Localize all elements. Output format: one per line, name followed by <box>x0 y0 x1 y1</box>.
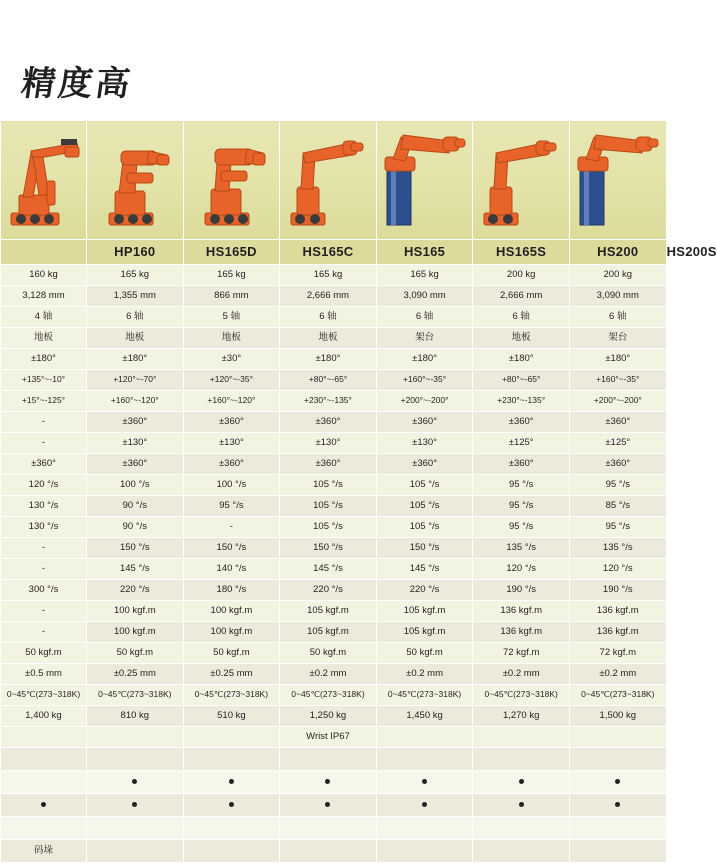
cell: 165 kg <box>376 265 473 286</box>
cell: 130 °/s <box>1 496 87 517</box>
cell <box>87 840 184 863</box>
table-row <box>1 517 667 538</box>
cell: 190 °/s <box>473 580 570 601</box>
cell: +120°~-35° <box>183 370 280 391</box>
cell: 地板 <box>87 328 184 349</box>
page-title: 精度高 <box>18 64 136 104</box>
cell: 6 轴 <box>87 307 184 328</box>
cell: - <box>1 559 87 580</box>
cell: 50 kgf.m <box>376 643 473 664</box>
cell <box>569 727 666 748</box>
header-cell-hs200: HS200 <box>569 240 666 265</box>
robot-cell-hs200s <box>569 121 666 240</box>
table-row <box>1 433 667 454</box>
cell <box>183 794 280 817</box>
cell: 6 轴 <box>280 307 377 328</box>
cell: 码垛 <box>1 840 87 863</box>
bullet-dot <box>519 779 524 784</box>
cell: 95 °/s <box>473 517 570 538</box>
robot-hs165c-icon <box>193 121 269 233</box>
cell: - <box>1 622 87 643</box>
table-row <box>1 286 667 307</box>
cell <box>280 840 377 863</box>
header-cell-hs165: HS165 <box>376 240 473 265</box>
cell: 136 kgf.m <box>473 622 570 643</box>
cell: 150 °/s <box>376 538 473 559</box>
bullet-dot <box>325 802 330 807</box>
table-row <box>1 559 667 580</box>
cell <box>473 727 570 748</box>
cell: 100 kgf.m <box>87 622 184 643</box>
cell <box>280 771 377 794</box>
cell <box>87 727 184 748</box>
cell: 105 kgf.m <box>376 601 473 622</box>
cell: ±360° <box>87 454 184 475</box>
cell: +200°~-200° <box>569 391 666 412</box>
cell: 810 kg <box>87 706 184 727</box>
robot-cell-hs165s <box>376 121 473 240</box>
cell: 100 kgf.m <box>183 622 280 643</box>
cell: 105 °/s <box>376 475 473 496</box>
cell: +160°~-35° <box>569 370 666 391</box>
table-row <box>1 601 667 622</box>
cell: 架台 <box>376 328 473 349</box>
cell: 50 kgf.m <box>1 643 87 664</box>
cell: 220 °/s <box>376 580 473 601</box>
cell <box>1 727 87 748</box>
cell: 0~45℃(273~318K) <box>280 685 377 706</box>
cell: ±0.2 mm <box>569 664 666 685</box>
cell: 105 °/s <box>280 517 377 538</box>
cell: 1,250 kg <box>280 706 377 727</box>
cell: - <box>1 412 87 433</box>
cell <box>376 794 473 817</box>
table-row <box>1 771 667 794</box>
cell: 180 °/s <box>183 580 280 601</box>
table-row <box>1 840 667 863</box>
bullet-dot <box>422 802 427 807</box>
cell: +80°~-65° <box>280 370 377 391</box>
cell: 1,450 kg <box>376 706 473 727</box>
cell: 220 °/s <box>280 580 377 601</box>
cell: ±130° <box>280 433 377 454</box>
cell: ±0.2 mm <box>473 664 570 685</box>
cell: 100 °/s <box>183 475 280 496</box>
table-row <box>1 496 667 517</box>
cell: 地板 <box>1 328 87 349</box>
cell: 300 °/s <box>1 580 87 601</box>
cell: 165 kg <box>280 265 377 286</box>
cell: 150 °/s <box>87 538 184 559</box>
cell: 200 kg <box>473 265 570 286</box>
cell: ±360° <box>376 454 473 475</box>
cell <box>1 771 87 794</box>
title-area <box>0 0 666 120</box>
cell: +230°~-135° <box>280 391 377 412</box>
cell: 95 °/s <box>473 496 570 517</box>
cell: 1,355 mm <box>87 286 184 307</box>
cell <box>376 748 473 771</box>
cell: ±0.25 mm <box>87 664 184 685</box>
cell: 50 kgf.m <box>87 643 184 664</box>
cell: 地板 <box>183 328 280 349</box>
cell: 510 kg <box>183 706 280 727</box>
table-row <box>1 307 667 328</box>
cell <box>1 748 87 771</box>
header-cell-hs165c: HS165C <box>280 240 377 265</box>
cell <box>87 794 184 817</box>
header-cell-hs165d: HS165D <box>183 240 280 265</box>
table-row <box>1 685 667 706</box>
cell: 145 °/s <box>376 559 473 580</box>
robot-cell-hs165 <box>280 121 377 240</box>
cell: 2,666 mm <box>473 286 570 307</box>
cell <box>569 748 666 771</box>
cell <box>280 817 377 840</box>
cell: ±360° <box>280 454 377 475</box>
cell: 1,400 kg <box>1 706 87 727</box>
header-cell-hs165s: HS165S <box>473 240 570 265</box>
cell <box>183 771 280 794</box>
cell <box>473 748 570 771</box>
cell <box>280 748 377 771</box>
cell: - <box>1 433 87 454</box>
cell: 145 °/s <box>87 559 184 580</box>
cell: ±0.25 mm <box>183 664 280 685</box>
cell: 1,500 kg <box>569 706 666 727</box>
cell: ±360° <box>473 412 570 433</box>
cell: 3,128 mm <box>1 286 87 307</box>
cell <box>183 817 280 840</box>
bullet-dot <box>132 779 137 784</box>
cell: ±360° <box>569 412 666 433</box>
table-row <box>1 664 667 685</box>
cell: 100 °/s <box>87 475 184 496</box>
cell: Wrist IP67 <box>280 727 377 748</box>
cell: 95 °/s <box>569 475 666 496</box>
cell <box>473 817 570 840</box>
cell <box>569 840 666 863</box>
cell: ±180° <box>473 349 570 370</box>
cell <box>473 771 570 794</box>
cell: +160°~-120° <box>87 391 184 412</box>
table-row <box>1 370 667 391</box>
model-header-row: HP160 HS165D HS165C HS165 HS165S HS200 HS200S <box>1 240 667 265</box>
cell: +135°~-10° <box>1 370 87 391</box>
cell <box>569 771 666 794</box>
cell: ±130° <box>376 433 473 454</box>
cell <box>569 794 666 817</box>
cell: ±360° <box>1 454 87 475</box>
cell: 135 °/s <box>473 538 570 559</box>
robot-hs165d-icon <box>97 121 173 233</box>
cell <box>376 727 473 748</box>
cell: 150 °/s <box>280 538 377 559</box>
cell: 50 kgf.m <box>280 643 377 664</box>
robot-cell-hs165d <box>87 121 184 240</box>
cell: 200 kg <box>569 265 666 286</box>
robot-spec-table <box>0 120 717 863</box>
cell: 72 kgf.m <box>569 643 666 664</box>
cell: ±180° <box>1 349 87 370</box>
cell <box>183 840 280 863</box>
cell: - <box>183 517 280 538</box>
cell: 85 °/s <box>569 496 666 517</box>
cell: 136 kgf.m <box>473 601 570 622</box>
cell: 6 轴 <box>569 307 666 328</box>
cell: 105 kgf.m <box>280 622 377 643</box>
cell: +80°~-65° <box>473 370 570 391</box>
table-row <box>1 349 667 370</box>
cell: ±360° <box>376 412 473 433</box>
robot-cell-hs165c <box>183 121 280 240</box>
cell: 105 kgf.m <box>280 601 377 622</box>
cell: 0~45℃(273~318K) <box>376 685 473 706</box>
table-row <box>1 265 667 286</box>
cell: ±360° <box>280 412 377 433</box>
cell: 105 °/s <box>376 517 473 538</box>
cell: ±130° <box>87 433 184 454</box>
cell: +120°~-70° <box>87 370 184 391</box>
cell: ±125° <box>569 433 666 454</box>
cell: 105 °/s <box>280 496 377 517</box>
cell <box>569 817 666 840</box>
cell: 95 °/s <box>473 475 570 496</box>
cell: 140 °/s <box>183 559 280 580</box>
cell: 72 kgf.m <box>473 643 570 664</box>
cell: 145 °/s <box>280 559 377 580</box>
bullet-dot <box>615 802 620 807</box>
cell: 90 °/s <box>87 517 184 538</box>
cell <box>87 817 184 840</box>
table-row <box>1 748 667 771</box>
cell: 1,270 kg <box>473 706 570 727</box>
cell: - <box>1 538 87 559</box>
cell <box>280 794 377 817</box>
cell: 0~45℃(273~318K) <box>87 685 184 706</box>
bullet-dot <box>229 779 234 784</box>
cell: 120 °/s <box>473 559 570 580</box>
bullet-dot <box>519 802 524 807</box>
table-row <box>1 580 667 601</box>
bullet-dot <box>41 802 46 807</box>
cell: 120 °/s <box>1 475 87 496</box>
cell: ±360° <box>87 412 184 433</box>
bullet-dot <box>422 779 427 784</box>
cell <box>376 771 473 794</box>
cell: ±360° <box>183 412 280 433</box>
cell: 95 °/s <box>183 496 280 517</box>
cell <box>1 794 87 817</box>
header-cell-hp160: HP160 <box>87 240 184 265</box>
cell <box>87 771 184 794</box>
robot-image-row <box>1 121 667 240</box>
cell: ±360° <box>473 454 570 475</box>
cell <box>87 748 184 771</box>
table-row <box>1 706 667 727</box>
cell: 130 °/s <box>1 517 87 538</box>
cell: 0~45℃(273~318K) <box>569 685 666 706</box>
cell: 220 °/s <box>87 580 184 601</box>
cell: ±30° <box>183 349 280 370</box>
cell: ±130° <box>183 433 280 454</box>
cell: ±180° <box>569 349 666 370</box>
cell: 120 °/s <box>569 559 666 580</box>
table-row <box>1 475 667 496</box>
cell: 95 °/s <box>569 517 666 538</box>
table-row <box>1 454 667 475</box>
table-row <box>1 538 667 559</box>
table-row <box>1 391 667 412</box>
table-row <box>1 817 667 840</box>
table-row <box>1 622 667 643</box>
bullet-dot <box>229 802 234 807</box>
cell: +160°~-35° <box>376 370 473 391</box>
cell <box>473 794 570 817</box>
cell: 4 轴 <box>1 307 87 328</box>
cell: 3,090 mm <box>569 286 666 307</box>
cell: 0~45℃(273~318K) <box>473 685 570 706</box>
cell: 0~45℃(273~318K) <box>1 685 87 706</box>
robot-hs165s-icon <box>379 121 471 233</box>
cell: 165 kg <box>183 265 280 286</box>
cell: 90 °/s <box>87 496 184 517</box>
cell: 105 kgf.m <box>376 622 473 643</box>
cell <box>473 840 570 863</box>
cell <box>183 748 280 771</box>
cell: ±180° <box>280 349 377 370</box>
table-row <box>1 727 667 748</box>
cell: ±125° <box>473 433 570 454</box>
cell <box>376 817 473 840</box>
cell: 6 轴 <box>473 307 570 328</box>
cell: 136 kgf.m <box>569 601 666 622</box>
table-row <box>1 328 667 349</box>
cell: 架台 <box>569 328 666 349</box>
bullet-dot <box>615 779 620 784</box>
cell: 866 mm <box>183 286 280 307</box>
table-row <box>1 794 667 817</box>
cell: 105 °/s <box>376 496 473 517</box>
header-cell-0 <box>1 240 87 265</box>
cell: 100 kgf.m <box>183 601 280 622</box>
cell: ±360° <box>183 454 280 475</box>
table-row <box>1 412 667 433</box>
cell: 0~45℃(273~318K) <box>183 685 280 706</box>
robot-hs200s-icon <box>572 121 664 233</box>
cell: 150 °/s <box>183 538 280 559</box>
cell: ±180° <box>376 349 473 370</box>
bullet-dot <box>325 779 330 784</box>
cell: 地板 <box>473 328 570 349</box>
cell: 6 轴 <box>376 307 473 328</box>
cell: - <box>1 601 87 622</box>
cell: 2,666 mm <box>280 286 377 307</box>
robot-cell-hs200 <box>473 121 570 240</box>
robot-hs200-icon <box>478 121 564 233</box>
cell: +200°~-200° <box>376 391 473 412</box>
cell: 50 kgf.m <box>183 643 280 664</box>
cell: ±0.5 mm <box>1 664 87 685</box>
cell: ±0.2 mm <box>280 664 377 685</box>
cell: 105 °/s <box>280 475 377 496</box>
cell: ±360° <box>569 454 666 475</box>
cell: 160 kg <box>1 265 87 286</box>
cell: 地板 <box>280 328 377 349</box>
cell: 165 kg <box>87 265 184 286</box>
cell: +230°~-135° <box>473 391 570 412</box>
cell <box>376 840 473 863</box>
robot-cell-hp160 <box>1 121 87 240</box>
cell: 135 °/s <box>569 538 666 559</box>
bullet-dot <box>132 802 137 807</box>
cell: 5 轴 <box>183 307 280 328</box>
cell: ±0.2 mm <box>376 664 473 685</box>
cell: ±180° <box>87 349 184 370</box>
cell: 190 °/s <box>569 580 666 601</box>
cell <box>183 727 280 748</box>
cell: 3,090 mm <box>376 286 473 307</box>
robot-hs165-icon <box>285 121 371 233</box>
cell: +160°~-120° <box>183 391 280 412</box>
cell: 136 kgf.m <box>569 622 666 643</box>
table-row <box>1 643 667 664</box>
cell <box>1 817 87 840</box>
robot-hp160-icon <box>3 121 85 233</box>
cell: +15°~-125° <box>1 391 87 412</box>
cell: 100 kgf.m <box>87 601 184 622</box>
